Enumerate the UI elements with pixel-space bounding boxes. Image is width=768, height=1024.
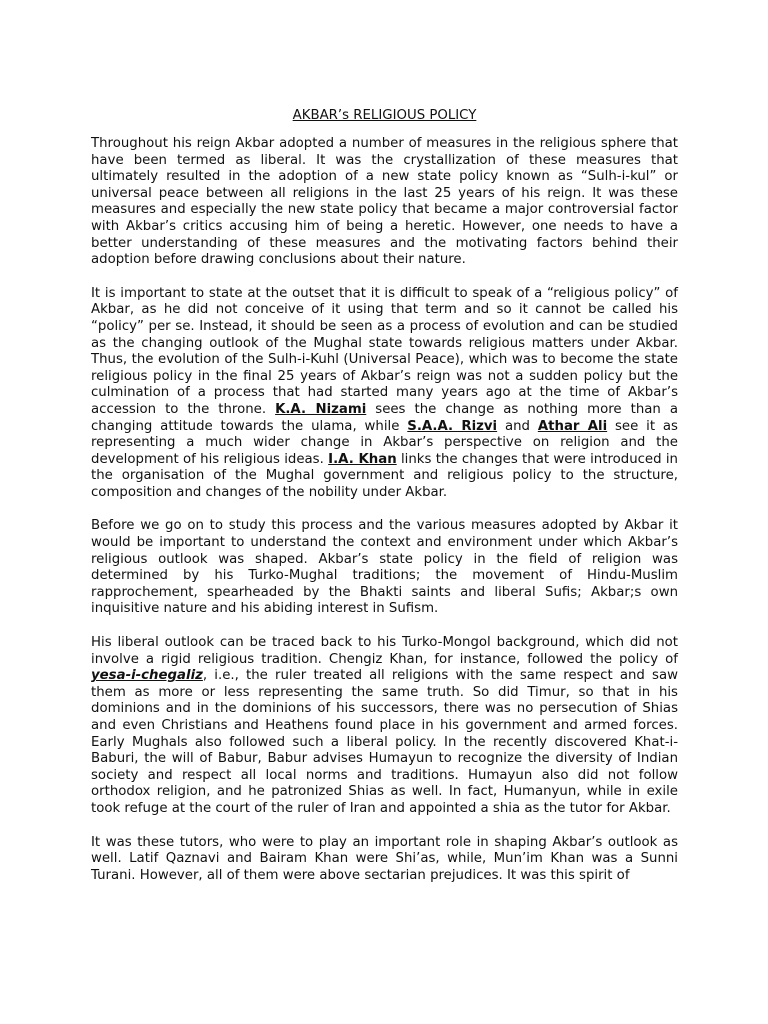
paragraph-2 (91, 286, 678, 502)
paragraph-2-text-5: links the changes that were introduced in the organisation of the Mughal government and religious policy to the structure, composition and changes of the nobility under Akbar. (91, 451, 678, 500)
reference-athar-ali: Athar Ali (537, 418, 608, 434)
reference-khan: I.A. Khan (328, 451, 397, 467)
paragraph-4-text-2: , i.e., the ruler treated all religions with the same respect and saw them as more or less representing the same truth. So did Timur, so that in his dominions and in the dominions of his successors, there was no persecution of Shias and even Christians and Heathens found place in his government and armed forces. Early Mughals also followed such a liberal policy. In the recently discovered Khat-i-Baburi, the will of Babur, Babur advises Humayun to recognize the diversity of Indian society and respect all local norms and traditions. Humayun also did not follow orthodox religion, and he patronized Shias as well. In fact, Humanyun, while in exile took refuge at the court of the ruler of Iran and appointed a shia as the tutor for Akbar. (91, 668, 678, 816)
paragraph-4-text-1: His liberal outlook can be traced back to his Turko-Mongol background, which did not involve a rigid religious tradition. Chengiz Khan, for instance, followed the policy of (91, 635, 678, 667)
paragraph-2-text-4: see it as representing a much wider change in Akbar’s perspective on religion and the development of his religious ideas. (91, 418, 678, 467)
reference-nizami: K.A. Nizami (275, 401, 367, 417)
document-title: AKBAR’s RELIGIOUS POLICY (292, 108, 477, 123)
paragraph-4 (91, 635, 678, 818)
paragraph-2-text-1: It is important to state at the outset that it is difficult to speak of a “religious policy” of Akbar, as he did not conceive of it using that term and so it cannot be called his “policy” per se. Instead, it should be seen as a process of evolution and can be studied as the changing outlook of the Mughal state towards religious matters under Akbar. Thus, the evolution of the Sulh-i-Kuhl (Universal Peace), which was to become the state religious policy in the final 25 years of Akbar’s reign was not a sudden policy but the culmination of a process that had started many years ago at the time of Akbar’s accession to the throne. (91, 285, 678, 417)
paragraph-5: It was these tutors, who were to play an important role in shaping Akbar’s outlook as well. Latif Qaznavi and Bairam Khan were Shi’as, while, Mun’im Khan was a Sunni Turani. However, all of them were above sectarian prejudices. It was this spirit of (91, 834, 678, 883)
reference-rizvi: S.A.A. Rizvi (407, 418, 498, 434)
paragraph-2-text-3: and (497, 418, 538, 434)
paragraph-3: Before we go on to study this process and the various measures adopted by Akbar it would be important to understand the context and environment under which Akbar’s religious outlook was shaped. Akbar’s state policy in the field of religion was determined by his Turko-Mughal traditions; the movement of Hindu-Muslim rapprochement, spearheaded by the Bhakti saints and liberal Sufis; Akbar;s own inquisitive nature and his abiding interest in Sufism. (91, 518, 678, 617)
paragraph-2-text-2: sees the change as nothing more than a changing attitude towards the ulama, while (91, 401, 678, 434)
term-yesa-i-chegaliz: yesa-i-chegaliz (91, 668, 203, 684)
paragraph-1: Throughout his reign Akbar adopted a number of measures in the religious sphere that have been termed as liberal. It was the crystallization of these measures that ultimately resulted in the adoption of a new state policy known as “Sulh-i-kul” or universal peace between all religions in the last 25 years of his reign. It was these measures and especially the new state policy that became a major controversial factor with Akbar’s critics accusing him of being a heretic. However, one needs to have a better understanding of these measures and the motivating factors behind their adoption before drawing conclusions about their nature. (91, 136, 678, 268)
